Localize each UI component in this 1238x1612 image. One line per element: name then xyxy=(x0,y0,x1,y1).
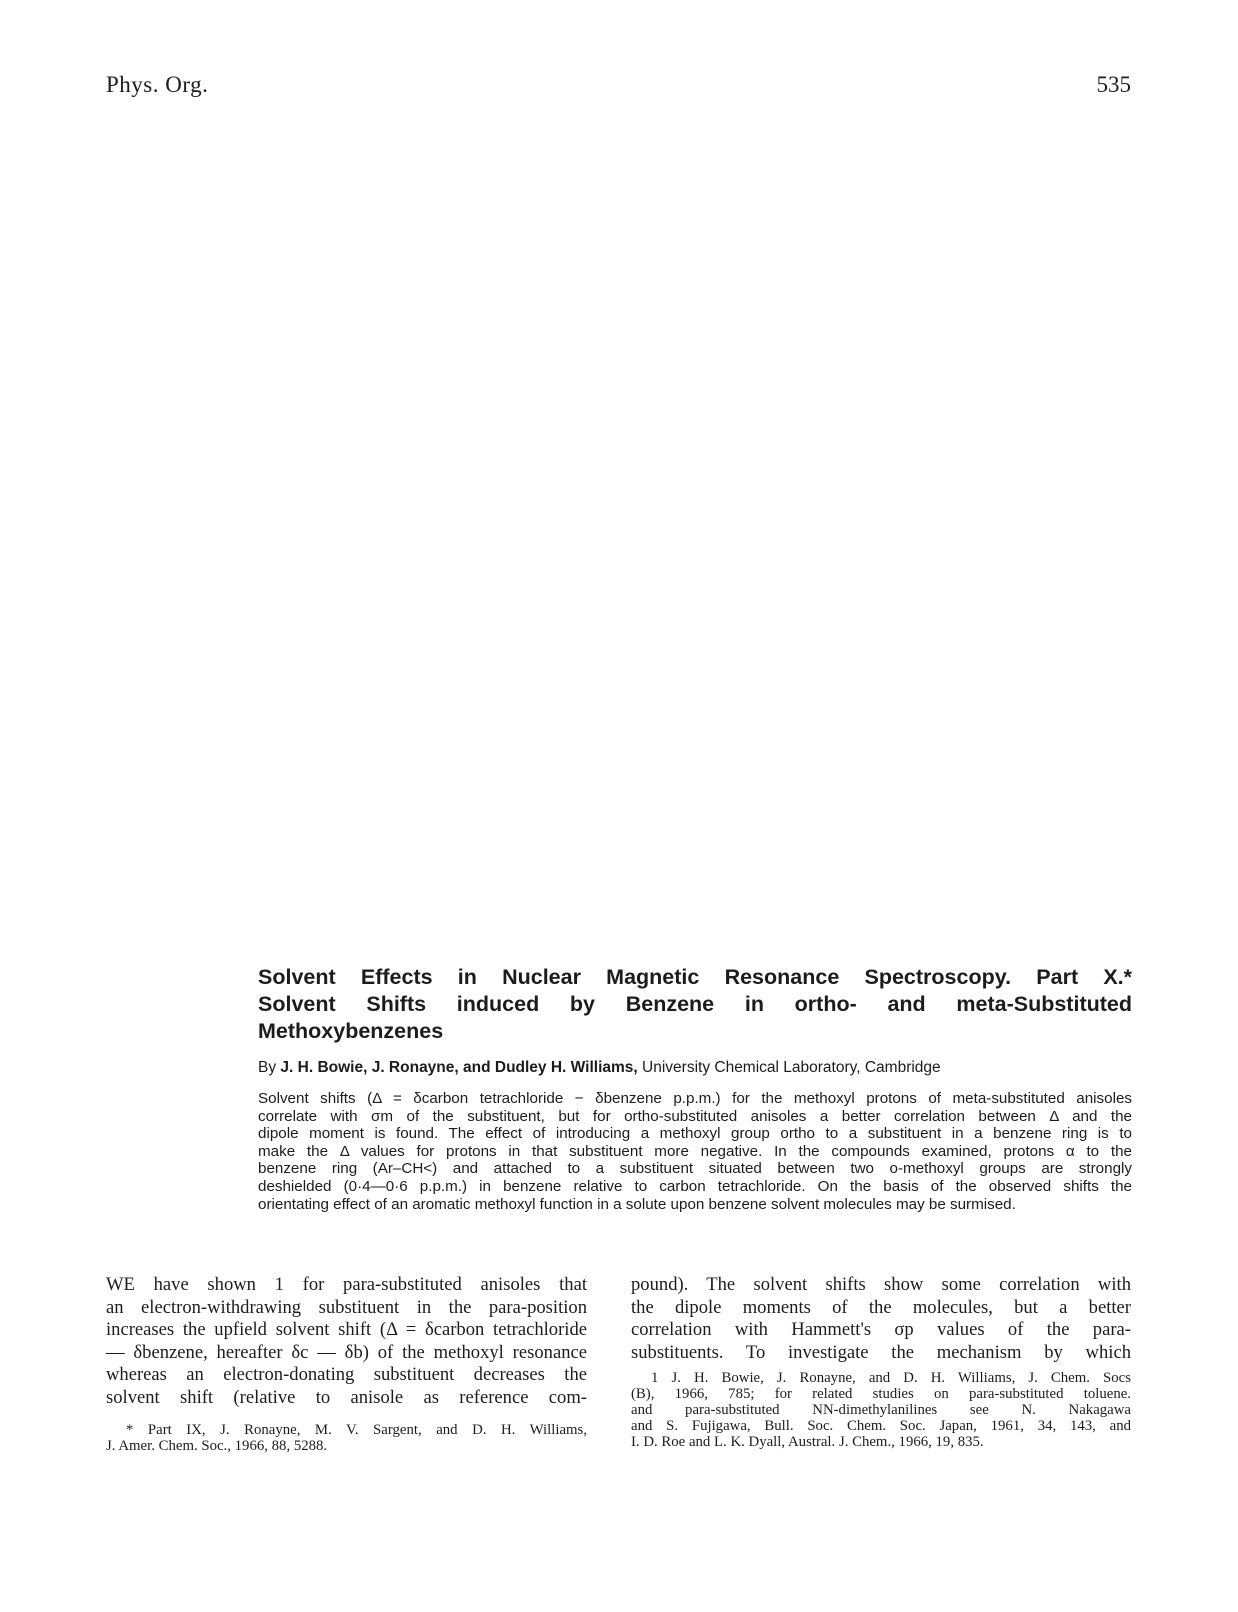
article-heading xyxy=(258,964,1132,1077)
body-line: solvent shift (relative to anisole as reference com- xyxy=(106,1386,587,1408)
abstract-line: deshielded (0·4—0·6 p.p.m.) in benzene relative to carbon tetrachloride. On the basis of the observed shifts the xyxy=(258,1177,1132,1195)
footnote-star xyxy=(106,1422,587,1454)
abstract-line: correlate with σm of the substituent, but for ortho-substituted anisoles a better correlation between Δ and the xyxy=(258,1107,1132,1125)
page-number: 535 xyxy=(1096,72,1131,97)
body-paragraph xyxy=(106,1274,587,1410)
footnote-line: (B), 1966, 785; for related studies on para-substituted toluene. xyxy=(631,1386,1131,1403)
title-line: Solvent Effects in Nuclear Magnetic Resonance Spectroscopy. Part X.* xyxy=(258,965,1132,989)
body-line: increases the upfield solvent shift (Δ = δcarbon tetrachloride xyxy=(106,1319,587,1341)
article-title xyxy=(258,964,1132,1045)
body-line: substituents. To investigate the mechanism by which xyxy=(631,1341,1131,1363)
body-line: whereas an electron-donating substituent decreases the xyxy=(106,1364,587,1386)
body-column-right xyxy=(631,1274,1131,1450)
by-label: By xyxy=(258,1059,277,1076)
body-paragraph xyxy=(631,1274,1131,1364)
body-line: the dipole moments of the molecules, but a better xyxy=(631,1296,1131,1318)
abstract xyxy=(258,1090,1132,1213)
footnote-line: J. Amer. Chem. Soc., 1966, 88, 5288. xyxy=(106,1437,328,1454)
abstract-line: benzene ring (Ar–CH<) and attached to a substituent situated between two o-methoxyl groups are strongly xyxy=(258,1160,1132,1178)
body-line: — δbenzene, hereafter δc — δb) of the methoxyl resonance xyxy=(106,1341,587,1363)
footnote-line: * Part IX, J. Ronayne, M. V. Sargent, and D. H. Williams, xyxy=(126,1421,587,1438)
abstract-line: orientating effect of an aromatic methoxyl function in a solute upon benzene solvent molecules may be surmised. xyxy=(258,1195,1016,1213)
footnote-line: and S. Fujigawa, Bull. Soc. Chem. Soc. Japan, 1961, 34, 143, and xyxy=(631,1418,1131,1435)
body-column-left xyxy=(106,1274,587,1454)
body-line: WE have shown 1 for para-substituted anisoles that xyxy=(106,1274,587,1295)
footnote-line: I. D. Roe and L. K. Dyall, Austral. J. Chem., 1966, 19, 835. xyxy=(631,1434,984,1451)
body-line: an electron-withdrawing substituent in the para-position xyxy=(106,1296,587,1318)
abstract-line: Solvent shifts (Δ = δcarbon tetrachloride − δbenzene p.p.m.) for the methoxyl protons of meta-substituted anisoles xyxy=(258,1090,1132,1107)
title-line: Methoxybenzenes xyxy=(258,1019,444,1043)
author-names: J. H. Bowie, J. Ronayne, and Dudley H. Williams, xyxy=(280,1059,638,1076)
abstract-line: make the Δ values for protons in that substituent more negative. In the compounds examined, protons α to the xyxy=(258,1142,1132,1160)
footnote-line: and para-substituted NN-dimethylanilines see N. Nakagawa xyxy=(631,1402,1131,1419)
affiliation: University Chemical Laboratory, Cambridge xyxy=(642,1059,941,1076)
body-line: pound). The solvent shifts show some correlation with xyxy=(631,1274,1131,1295)
author-line xyxy=(258,1059,1132,1077)
title-line: Solvent Shifts induced by Benzene in ortho- and meta-Substituted xyxy=(258,992,1132,1016)
footnote-line: 1 J. H. Bowie, J. Ronayne, and D. H. Williams, J. Chem. Socs xyxy=(651,1370,1131,1387)
running-header-journal: Phys. Org. xyxy=(106,72,209,97)
footnote-1 xyxy=(631,1370,1131,1450)
abstract-line: dipole moment is found. The effect of introducing a methoxyl group ortho to a substituent in a benzene ring is to xyxy=(258,1125,1132,1143)
body-line: correlation with Hammett's σp values of the para- xyxy=(631,1319,1131,1341)
